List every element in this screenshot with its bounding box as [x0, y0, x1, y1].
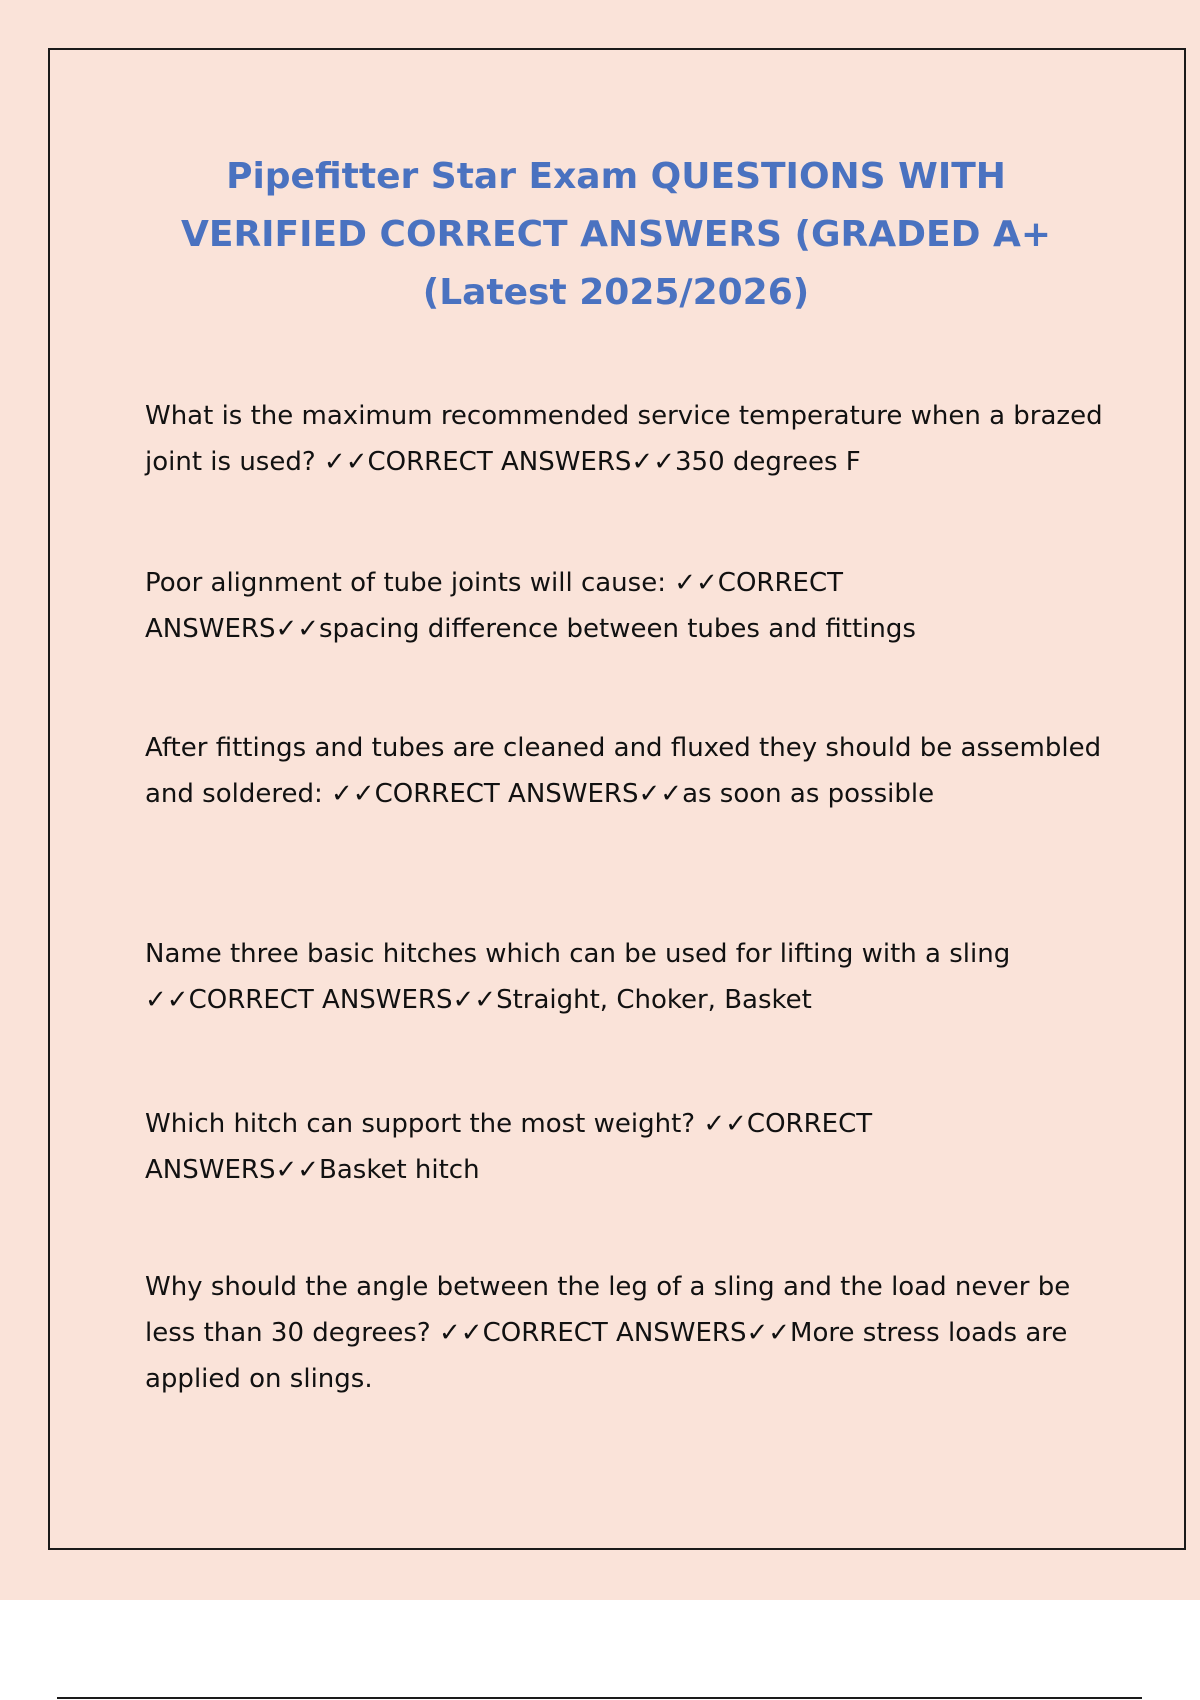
footer-divider: [57, 1697, 1142, 1699]
qa-item-6: Why should the angle between the leg of a sling and the load never be less than 30 degrees? ✓✓CORRECT ANSWERS✓✓More stress loads are applied on slings.: [145, 1272, 1071, 1394]
qa-item-2: Poor alignment of tube joints will cause: ✓✓CORRECT ANSWERS✓✓spacing difference between tubes and fittings: [145, 568, 916, 644]
document-title: Pipefitter Star Exam QUESTIONS WITH VERIFIED CORRECT ANSWERS (GRADED A+ (Latest 2025/2026): [180, 156, 1052, 313]
qa-item-5: Which hitch can support the most weight? ✓✓CORRECT ANSWERS✓✓Basket hitch: [145, 1109, 873, 1185]
qa-item-4: Name three basic hitches which can be used for lifting with a sling ✓✓CORRECT ANSWERS✓✓Straight, Choker, Basket: [145, 939, 1011, 1015]
qa-item-3: After fittings and tubes are cleaned and fluxed they should be assembled and soldered: ✓✓CORRECT ANSWERS✓✓as soon as possible: [145, 733, 1102, 809]
qa-item-1: What is the maximum recommended service temperature when a brazed joint is used? ✓✓CORRECT ANSWERS✓✓350 degrees F: [145, 401, 1103, 477]
